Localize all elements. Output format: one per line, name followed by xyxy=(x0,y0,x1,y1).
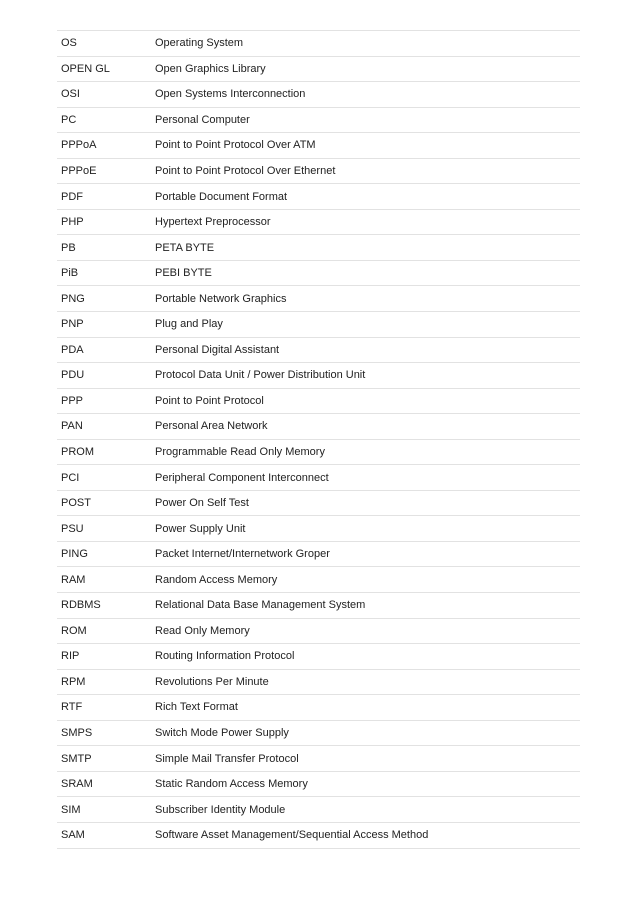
definition-cell: Static Random Access Memory xyxy=(155,778,308,791)
table-row xyxy=(57,108,580,134)
definition-cell: Power On Self Test xyxy=(155,497,249,510)
abbreviation-cell: PPP xyxy=(61,394,84,407)
definition-cell: Programmable Read Only Memory xyxy=(155,446,325,459)
abbreviation-cell: SRAM xyxy=(61,778,93,791)
definition-cell: Point to Point Protocol xyxy=(155,394,264,407)
abbreviation-cell: PCI xyxy=(61,471,80,484)
abbreviation-cell: RPM xyxy=(61,675,86,688)
abbreviation-cell: PSU xyxy=(61,522,84,535)
abbreviation-cell: PDU xyxy=(61,369,85,382)
abbreviation-cell: OSI xyxy=(61,88,80,101)
definition-cell: Point to Point Protocol Over Ethernet xyxy=(155,165,336,177)
table-row xyxy=(57,797,580,823)
abbreviation-cell: PDA xyxy=(61,343,84,356)
definition-cell: Software Asset Management/Sequential Access Method xyxy=(155,829,429,842)
table-row xyxy=(57,235,580,261)
table-row xyxy=(57,338,580,364)
table-row xyxy=(57,491,580,517)
table-row xyxy=(57,414,580,440)
definition-cell: Hypertext Preprocessor xyxy=(155,216,271,229)
table-row xyxy=(57,210,580,236)
abbreviation-cell: PROM xyxy=(61,446,94,459)
definition-cell: Relational Data Base Management System xyxy=(155,599,366,612)
table-row xyxy=(57,644,580,670)
table-row xyxy=(57,721,580,747)
definition-cell: Personal Area Network xyxy=(155,420,268,433)
abbreviations-table xyxy=(57,30,580,849)
abbreviation-cell: RIP xyxy=(61,650,80,663)
abbreviation-cell: PPPoE xyxy=(61,165,97,177)
abbreviation-cell: PAN xyxy=(61,420,83,433)
abbreviation-cell: PING xyxy=(61,548,88,561)
table-row xyxy=(57,133,580,159)
definition-cell: Portable Network Graphics xyxy=(155,292,287,305)
table-row xyxy=(57,746,580,772)
table-row xyxy=(57,312,580,338)
table-row xyxy=(57,465,580,491)
definition-cell: Open Systems Interconnection xyxy=(155,88,306,101)
table-row xyxy=(57,286,580,312)
table-row xyxy=(57,159,580,185)
abbreviation-cell: RDBMS xyxy=(61,599,101,612)
abbreviation-cell: SMPS xyxy=(61,727,93,740)
table-row xyxy=(57,261,580,287)
abbreviation-cell: PC xyxy=(61,113,77,126)
definition-cell: PETA BYTE xyxy=(155,241,215,254)
abbreviation-cell: SAM xyxy=(61,829,85,842)
definition-cell: Personal Computer xyxy=(155,113,250,126)
definition-cell: Peripheral Component Interconnect xyxy=(155,471,329,484)
definition-cell: Operating System xyxy=(155,37,244,50)
abbreviation-cell: RTF xyxy=(61,701,83,714)
abbreviation-cell: PB xyxy=(61,241,76,254)
definition-cell: Power Supply Unit xyxy=(155,522,246,535)
abbreviation-cell: RAM xyxy=(61,573,86,586)
abbreviation-cell: OPEN GL xyxy=(61,62,110,75)
abbreviation-cell: PHP xyxy=(61,216,84,229)
definition-cell: Revolutions Per Minute xyxy=(155,675,269,688)
table-row xyxy=(57,593,580,619)
abbreviation-cell: PPPoA xyxy=(61,139,97,152)
abbreviation-cell: PDF xyxy=(61,190,83,203)
abbreviation-cell: POST xyxy=(61,497,91,510)
table-row xyxy=(57,440,580,466)
abbreviation-cell: SMTP xyxy=(61,752,92,765)
definition-cell: Random Access Memory xyxy=(155,573,278,586)
definition-cell: PEBI BYTE xyxy=(155,267,212,280)
table-row xyxy=(57,823,580,849)
definition-cell: Rich Text Format xyxy=(155,701,238,714)
definition-cell: Personal Digital Assistant xyxy=(155,343,280,356)
definition-cell: Open Graphics Library xyxy=(155,62,266,75)
table-row xyxy=(57,82,580,108)
definition-cell: Subscriber Identity Module xyxy=(155,803,286,816)
definition-cell: Point to Point Protocol Over ATM xyxy=(155,139,316,152)
table-row xyxy=(57,670,580,696)
table-row xyxy=(57,772,580,798)
table-row xyxy=(57,516,580,542)
definition-cell: Portable Document Format xyxy=(155,190,288,203)
table-row xyxy=(57,695,580,721)
abbreviation-cell: SIM xyxy=(61,803,81,816)
table-row xyxy=(57,567,580,593)
definition-cell: Plug and Play xyxy=(155,318,223,331)
table-row xyxy=(57,542,580,568)
abbreviation-cell: PNG xyxy=(61,292,85,305)
table-row xyxy=(57,184,580,210)
table-row xyxy=(57,619,580,645)
table-row xyxy=(57,57,580,83)
abbreviation-cell: ROM xyxy=(61,624,87,637)
definition-cell: Packet Internet/Internetwork Groper xyxy=(155,548,330,561)
abbreviation-cell: PiB xyxy=(61,267,79,280)
abbreviation-cell: PNP xyxy=(61,318,84,331)
definition-cell: Switch Mode Power Supply xyxy=(155,727,289,740)
definition-cell: Simple Mail Transfer Protocol xyxy=(155,752,299,765)
definition-cell: Read Only Memory xyxy=(155,624,250,637)
table-row xyxy=(57,363,580,389)
definition-cell: Protocol Data Unit / Power Distribution Unit xyxy=(155,369,366,382)
definition-cell: Routing Information Protocol xyxy=(155,650,295,663)
table-row xyxy=(57,389,580,415)
abbreviation-cell: OS xyxy=(61,37,77,50)
table-row xyxy=(57,31,580,57)
